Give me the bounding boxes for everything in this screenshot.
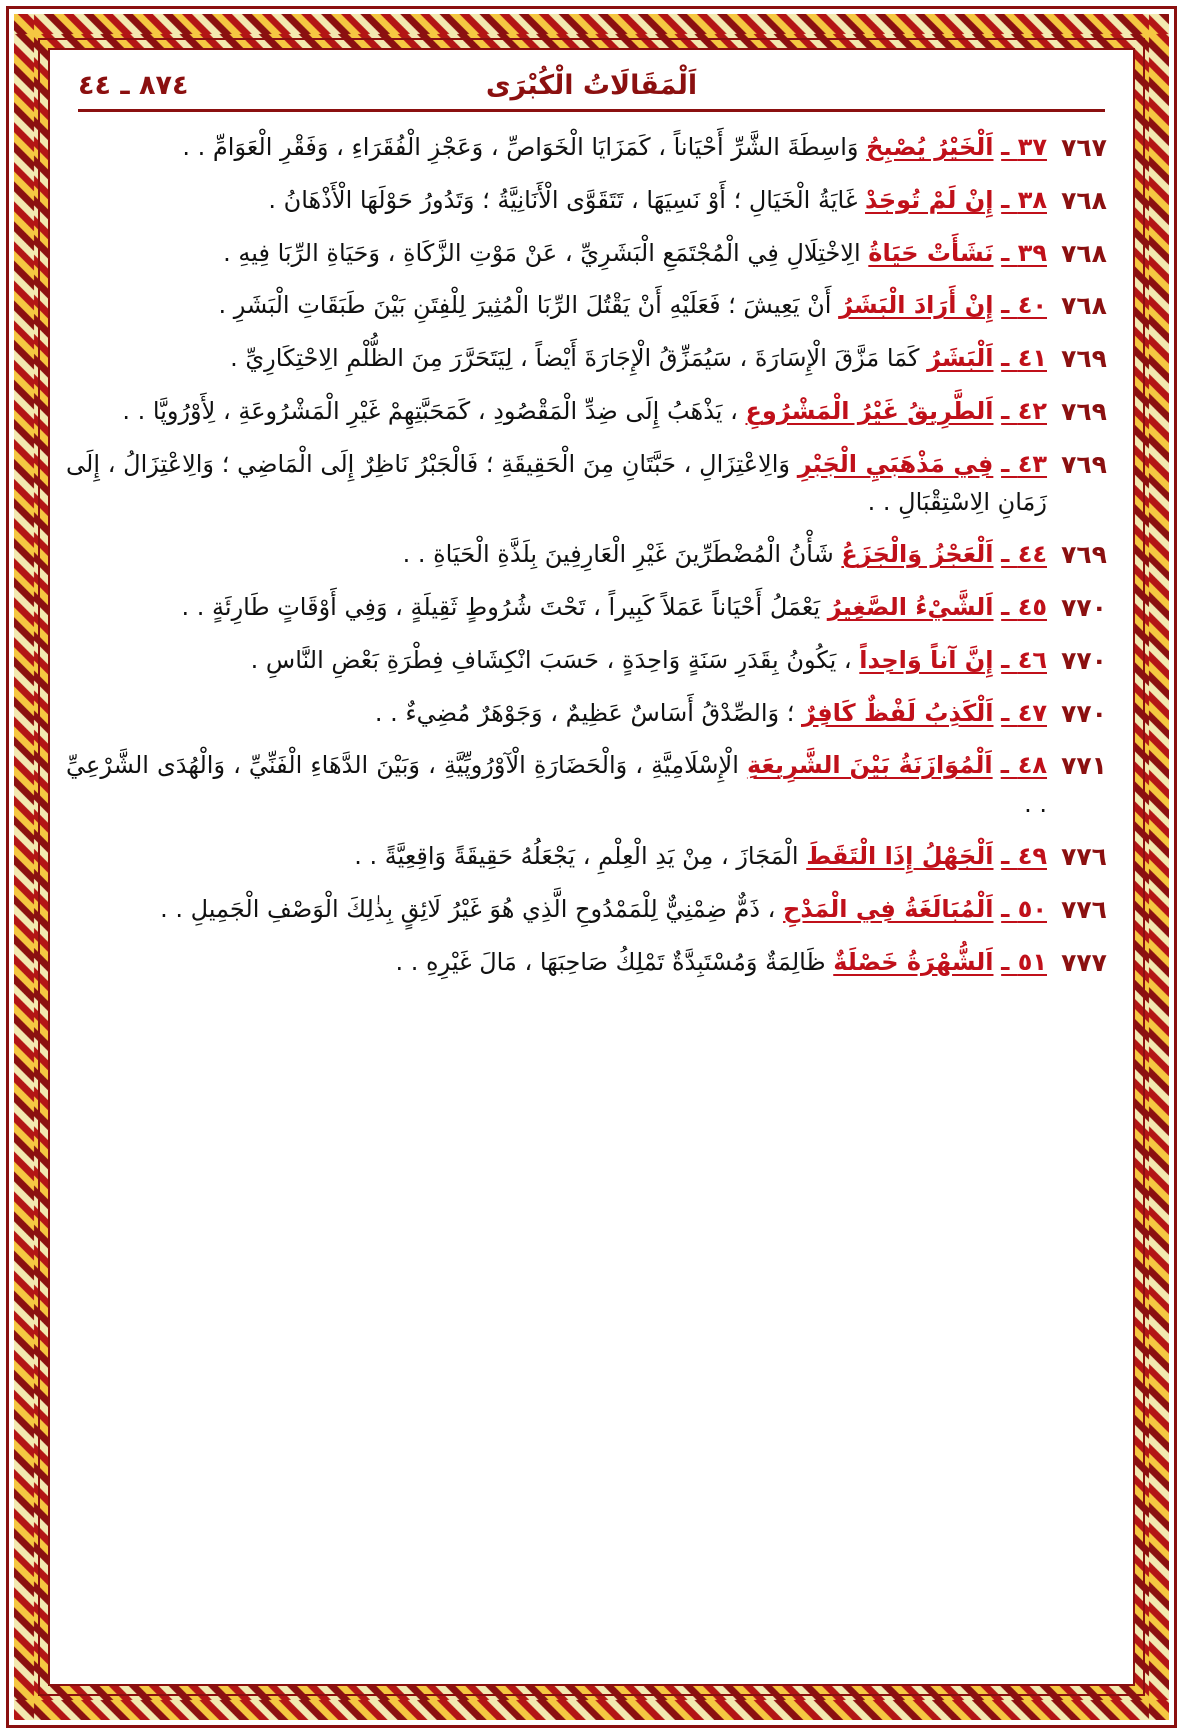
list-item	[62, 445, 1121, 523]
entry-keyword: إِنْ لَمْ تُوجَدْ	[865, 185, 994, 214]
entry-keyword: اَلْكَذِبُ لَفْظٌ كَافِرٌ	[802, 698, 994, 727]
entry-keyword: اَلشُّهْرَةُ خَصْلَةٌ	[833, 947, 994, 976]
entry-remainder: غَايَةُ الْخَيَالِ ؛ أَوْ نَسِيَهَا ، تَتَقَوَّى الْأَنَانِيَّةُ ؛ وَتَدُورُ حَوْلَهَا الْأَذْهَانُ .	[268, 185, 858, 214]
entry-index-number: ٤١ ـ	[1001, 344, 1047, 372]
entry-index-number: ٥٠ ـ	[1001, 894, 1047, 923]
page-content	[48, 52, 1135, 1686]
entry-page-number: ٧٧٦	[1061, 842, 1107, 871]
entry-index-number: ٣٧ ـ	[1001, 133, 1047, 161]
entry-text	[62, 181, 1047, 220]
entry-remainder: ، يَذْهَبُ إِلَى ضِدِّ الْمَقْصُودِ ، كَمَحَبَّتِهِمْ غَيْرِ الْمَشْرُوعَةِ ، لِأَوْرُوپَّا . .	[122, 396, 738, 425]
entry-page-number: ٧٦٩	[1061, 344, 1107, 373]
entry-keyword: اَلْجَهْلُ إِذَا الْتَقَطَ	[806, 842, 994, 870]
entry-index-number: ٤٥ ـ	[1001, 593, 1047, 621]
entry-remainder: يَعْمَلُ أَحْيَاناً عَمَلاً كَبِيراً ، تَحْتَ شُرُوطٍ ثَقِيلَةٍ ، وَفِي أَوْقَاتٍ طَارِئَةٍ . .	[181, 593, 821, 621]
list-item	[62, 535, 1121, 575]
entry-text	[62, 641, 1047, 680]
entry-index-number: ٤٢ ـ	[1001, 396, 1047, 425]
entry-remainder: شَأْنُ الْمُضْطَرِّينَ غَيْرِ الْعَارِفِينَ بِلَذَّةِ الْحَيَاةِ . .	[402, 540, 834, 569]
entry-index-number: ٤٨ ـ	[1000, 751, 1048, 780]
entry-text	[62, 588, 1047, 627]
list-item	[62, 890, 1121, 930]
entry-keyword: اَلشَّيْءُ الصَّغِيرُ	[827, 593, 994, 621]
entry-page-number: ٧٦٨	[1061, 238, 1107, 268]
entry-page-number: ٧٧٠	[1061, 645, 1107, 675]
entry-keyword: نَشَأَتْ حَيَاةُ	[868, 238, 994, 267]
entry-page-number: ٧٦٨	[1061, 185, 1107, 215]
list-item	[62, 128, 1121, 168]
list-item	[62, 234, 1121, 274]
entry-page-number: ٧٧١	[1061, 751, 1107, 781]
list-item	[62, 694, 1121, 734]
list-item	[62, 746, 1121, 824]
entry-page-number: ٧٦٨	[1061, 291, 1107, 321]
entry-index-number: ٤٠ ـ	[1001, 291, 1047, 320]
entry-text	[62, 286, 1047, 325]
entry-keyword: إِنْ أَرَادَ الْبَشَرُ	[839, 291, 994, 320]
list-item	[62, 339, 1121, 379]
entry-page-number: ٧٦٧	[1061, 133, 1107, 162]
entry-remainder: الْإِسْلَامِيَّةِ ، وَالْحَضَارَةِ الْآوْرُوپِّيَّةِ ، وَبَيْنَ الدَّهَاءِ الْفَنِّيِّ ، وَالْهُدَى الشَّرْعِيِّ . .	[66, 751, 1047, 819]
page-title: اَلْمَقَالَاتُ الْكُبْرَى	[485, 70, 698, 101]
entry-remainder: الْمَجَازَ ، مِنْ يَدِ الْعِلْمِ ، يَجْعَلُهُ حَقِيقَةً وَاقِعِيَّةً . .	[354, 842, 799, 870]
list-item	[62, 392, 1121, 432]
entry-text	[62, 694, 1047, 733]
entry-page-number: ٧٦٩	[1061, 449, 1107, 479]
entry-text	[62, 837, 1047, 876]
entry-keyword: اَلْمُوَازَنَةُ بَيْنَ الشَّرِيعَةِ	[746, 751, 993, 780]
list-item	[62, 588, 1121, 628]
entry-index-number: ٣٩ ـ	[1001, 238, 1047, 267]
entry-keyword: اَلْخَيْرُ يُصْبِحُ	[866, 133, 994, 161]
entry-text	[62, 234, 1047, 273]
entry-remainder: الِاخْتِلَالِ فِي الْمُجْتَمَعِ الْبَشَرِيِّ ، عَنْ مَوْتِ الزَّكَاةِ ، وَحَيَاةِ الرِّبَا فِيهِ .	[223, 238, 861, 267]
entry-keyword: اَلْعَجْزُ وَالْجَزَعُ	[841, 540, 994, 569]
entry-text	[62, 746, 1047, 824]
index-entry-list	[48, 128, 1135, 982]
entry-index-number: ٤٣ ـ	[1001, 449, 1048, 478]
entry-page-number: ٧٧٧	[1061, 947, 1107, 977]
list-item	[62, 837, 1121, 877]
entry-page-number: ٧٦٩	[1061, 396, 1107, 426]
entry-index-number: ٥١ ـ	[1001, 947, 1047, 976]
entry-index-number: ٤٦ ـ	[1001, 645, 1047, 674]
header-divider	[78, 109, 1105, 112]
list-item	[62, 286, 1121, 326]
entry-index-number: ٣٨ ـ	[1001, 185, 1047, 214]
entry-page-number: ٧٧٠	[1061, 593, 1107, 622]
entry-remainder: وَاسِطَةَ الشَّرِّ أَحْيَاناً ، كَمَزَايَا الْخَوَاصِّ ، وَعَجْزِ الْفُقَرَاءِ ، وَفَقْرِ الْعَوَامِّ . .	[182, 133, 859, 161]
entry-index-number: ٤٩ ـ	[1001, 842, 1047, 870]
page-header	[48, 52, 1135, 101]
list-item	[62, 641, 1121, 681]
entry-text	[62, 445, 1047, 523]
entry-page-number: ٧٧٠	[1061, 698, 1107, 728]
entry-text	[62, 943, 1047, 982]
entry-text	[62, 339, 1047, 378]
entry-text	[62, 128, 1047, 167]
entry-page-number: ٧٧٦	[1061, 894, 1107, 924]
entry-page-number: ٧٦٩	[1061, 540, 1107, 570]
entry-remainder: وَالِاعْتِزَالِ ، حَبَّتَانِ مِنَ الْحَقِيقَةِ ؛ فَالْجَبْرُ نَاظِرٌ إِلَى الْمَاضِي ؛ وَالِاعْتِزَالُ ، إِلَى زَمَانِ الِاسْتِقْبَالِ . .	[66, 449, 1047, 517]
entry-text	[62, 890, 1047, 929]
entry-keyword: إِنَّ آناً وَاحِداً	[859, 645, 994, 674]
entry-remainder: كَمَا مَزَّقَ الْإِسَارَةَ ، سَيُمَزِّقُ الْإِجَارَةَ أَيْضاً ، لِيَتَحَرَّرَ مِنَ الظُّلْمِ الِاحْتِكَارِيِّ .	[230, 344, 920, 372]
entry-keyword: اَلْبَشَرُ	[927, 344, 994, 372]
entry-text	[62, 392, 1047, 431]
page-number: ٨٧٤ ـ ٤٤	[78, 70, 189, 101]
entry-index-number: ٤٤ ـ	[1001, 540, 1047, 569]
entry-keyword: فِي مَذْهَبَيِ الْجَبْرِ	[797, 449, 994, 478]
entry-remainder: أَنْ يَعِيشَ ؛ فَعَلَيْهِ أَنْ يَقْتُلَ الرِّبَا الْمُثِيرَ لِلْفِتَنِ بَيْنَ طَبَقَاتِ الْبَشَرِ .	[218, 291, 832, 320]
entry-text	[62, 535, 1047, 574]
list-item	[62, 943, 1121, 983]
entry-keyword: اَلطَّرِيقُ غَيْرُ الْمَشْرُوعِ	[745, 396, 994, 425]
entry-index-number: ٤٧ ـ	[1001, 698, 1047, 727]
entry-remainder: ؛ وَالصِّدْقُ أَسَاسٌ عَظِيمٌ ، وَجَوْهَرٌ مُضِيءٌ . .	[374, 698, 795, 727]
entry-keyword: اَلْمُبَالَغَةُ فِي الْمَدْحِ	[783, 894, 994, 923]
entry-remainder: ، يَكُونُ بِقَدَرِ سَنَةٍ وَاحِدَةٍ ، حَسَبَ انْكِشَافِ فِطْرَةِ بَعْضِ النَّاسِ .	[250, 645, 852, 674]
list-item	[62, 181, 1121, 221]
entry-remainder: ، ذَمٌّ ضِمْنِيٌّ لِلْمَمْدُوحِ الَّذِي هُوَ غَيْرُ لَائِقٍ بِذٰلِكَ الْوَصْفِ الْجَمِيلِ . .	[160, 894, 776, 923]
entry-remainder: ظَالِمَةٌ وَمُسْتَبِدَّةٌ تَمْلِكُ صَاحِبَهَا ، مَالَ غَيْرِهِ . .	[395, 947, 826, 976]
